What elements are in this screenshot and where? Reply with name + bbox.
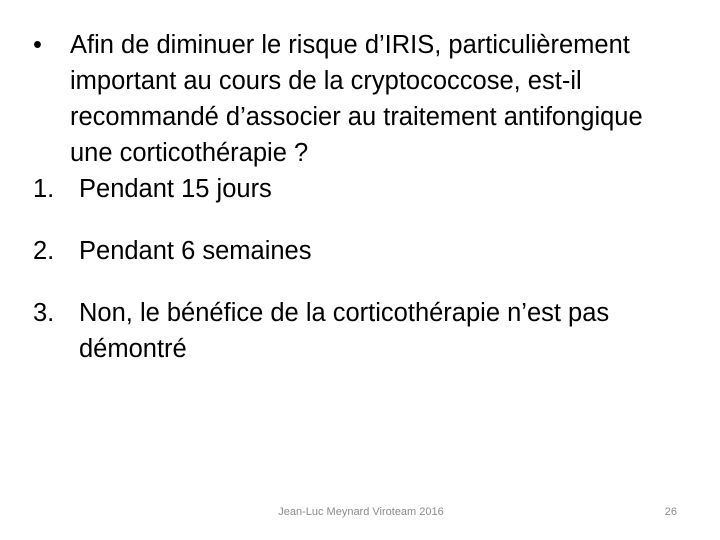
- question-bullet-item: [33, 27, 683, 171]
- answer-option-1: [33, 171, 683, 207]
- page-number: 26: [664, 506, 677, 518]
- answer-option-3: [33, 295, 683, 367]
- answer-number-2: 2.: [33, 237, 55, 265]
- answer-text-2: Pendant 6 semaines: [79, 237, 312, 265]
- bullet-icon: •: [33, 31, 42, 59]
- answer-number-1: 1.: [33, 175, 55, 203]
- answer-text-3: Non, le bénéfice de la corticothérapie n’est pas démontré: [79, 299, 610, 363]
- answer-number-3: 3.: [33, 299, 55, 327]
- footer-text: Jean-Luc Meynard Viroteam 2016: [278, 506, 444, 518]
- answer-option-2: [33, 233, 683, 269]
- answer-text-1: Pendant 15 jours: [79, 175, 272, 203]
- slide-content: [33, 27, 683, 367]
- question-text: Afin de diminuer le risque d’IRIS, particulièrement important au cours de la cryptococcose, est-il recommandé d’associer au traitement antifongique une corticothérapie ?: [70, 31, 643, 167]
